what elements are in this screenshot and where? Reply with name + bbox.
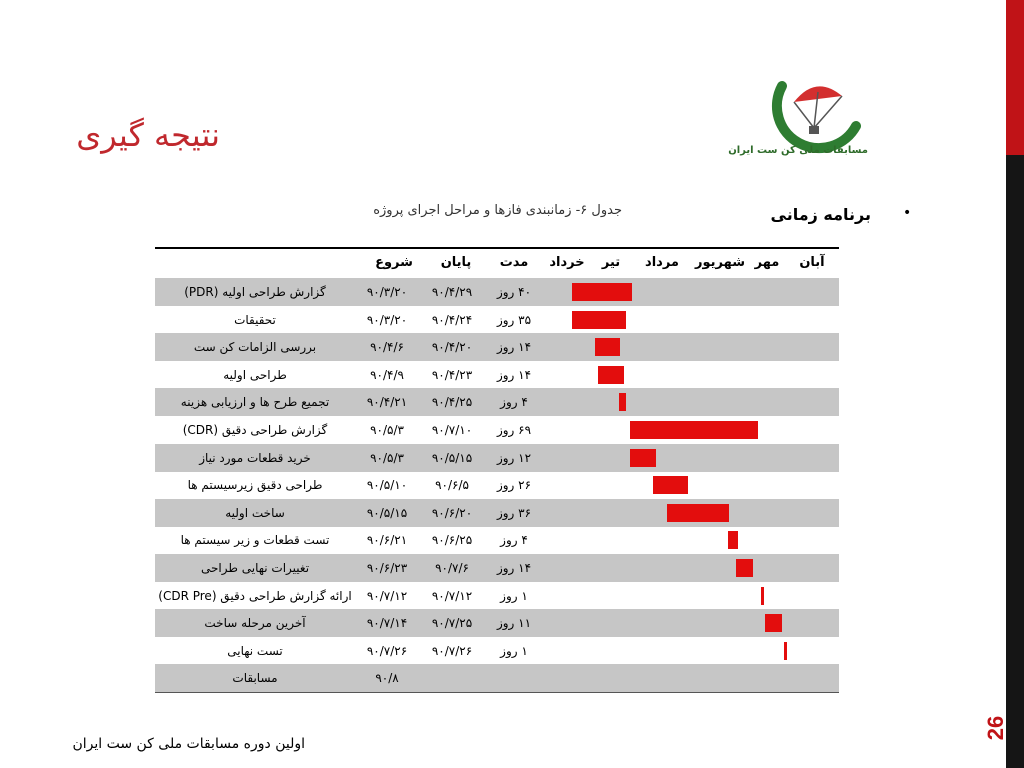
gantt-bar [761, 587, 764, 605]
duration: ۱۴ روز [496, 561, 532, 575]
header-duration: مدت [499, 254, 529, 270]
start-date: ۹۰/۳/۲۰ [366, 312, 408, 327]
start-date: ۹۰/۷/۱۴ [366, 616, 408, 631]
end-date: ۹۰/۴/۲۵ [431, 395, 473, 410]
table-bottom-line [155, 692, 839, 693]
header-start: شروع [375, 254, 413, 270]
table-row [155, 637, 839, 665]
footer-text: اولین دوره مسابقات ملی کن ست ایران [72, 736, 305, 752]
start-date: ۹۰/۷/۱۲ [366, 588, 408, 603]
logo-caption: مسابقات ملی کن ست ایران [728, 145, 868, 156]
task-name: خرید قطعات مورد نیاز [199, 450, 311, 465]
task-name: گزارش طراحی اولیه (PDR) [184, 285, 326, 299]
end-date: ۹۰/۷/۶ [435, 561, 469, 575]
end-date: ۹۰/۶/۲۰ [431, 505, 473, 520]
gantt-bar [595, 338, 620, 356]
gantt-bar [653, 476, 688, 494]
task-name: تست نهایی [227, 643, 283, 658]
duration: ۱ روز [500, 588, 528, 603]
task-name: آخرین مرحله ساخت [204, 616, 306, 631]
table-row [155, 361, 839, 389]
task-name: تغییرات نهایی طراحی [200, 561, 310, 575]
header-line [155, 247, 839, 249]
header-month: مرداد [645, 254, 679, 270]
duration: ۳۵ روز [496, 312, 532, 327]
duration: ۶۹ روز [496, 423, 532, 437]
duration: ۲۶ روز [496, 478, 532, 493]
task-name: ارائه گزارش طراحی دقیق (CDR Pre) [158, 588, 352, 603]
task-name: گزارش طراحی دقیق (CDR) [182, 423, 328, 437]
task-name: بررسی الزامات کن ست [193, 340, 317, 355]
task-name: تست قطعات و زیر سیستم ها [180, 533, 330, 548]
start-date: ۹۰/۴/۹ [370, 367, 404, 382]
gantt-bar [765, 614, 782, 632]
gantt-bar [598, 366, 624, 384]
duration: ۱ روز [500, 643, 528, 658]
end-date: ۹۰/۷/۱۲ [431, 588, 473, 603]
table-row [155, 278, 839, 306]
table-row [155, 444, 839, 472]
gantt-bar [619, 393, 626, 411]
duration: ۴ روز [500, 395, 528, 410]
end-date: ۹۰/۷/۲۵ [431, 616, 473, 631]
bullet-text: برنامه زمانی [770, 205, 871, 224]
end-date: ۹۰/۴/۲۹ [431, 285, 473, 299]
start-date: ۹۰/۴/۲۱ [366, 395, 408, 410]
task-name: تجمیع طرح ها و ارزیابی هزینه [180, 395, 330, 410]
start-date: ۹۰/۸ [375, 671, 399, 686]
header-month: مهر [754, 254, 780, 270]
task-name: مسابقات [232, 671, 278, 686]
duration: ۳۶ روز [496, 505, 532, 520]
end-date: ۹۰/۶/۲۵ [431, 533, 473, 548]
gantt-bar [630, 449, 656, 467]
table-row [155, 388, 839, 416]
table-row [155, 609, 839, 637]
table-row [155, 499, 839, 527]
start-date: ۹۰/۵/۱۰ [366, 478, 408, 493]
start-date: ۹۰/۵/۳ [370, 423, 404, 437]
duration: ۱۴ روز [496, 340, 532, 355]
duration: ۱۲ روز [496, 450, 532, 465]
duration: ۴ روز [500, 533, 528, 548]
end-date: ۹۰/۷/۲۶ [431, 643, 473, 658]
page-number: 26 [983, 715, 1008, 741]
gantt-bar [667, 504, 729, 522]
table-row [155, 526, 839, 554]
table-row [155, 333, 839, 361]
duration: ۱۴ روز [496, 367, 532, 382]
table-row [155, 554, 839, 582]
task-name: طراحی دقیق زیرسیستم ها [187, 478, 323, 493]
end-date: ۹۰/۵/۱۵ [431, 450, 473, 465]
task-name: ساخت اولیه [225, 505, 285, 520]
end-date: ۹۰/۷/۱۰ [431, 423, 473, 437]
start-date: ۹۰/۵/۳ [370, 450, 404, 465]
table-row [155, 306, 839, 334]
gantt-bar [736, 559, 753, 577]
start-date: ۹۰/۶/۲۱ [366, 533, 408, 548]
start-date: ۹۰/۵/۱۵ [366, 505, 408, 520]
end-date: ۹۰/۴/۲۰ [431, 340, 473, 355]
table-caption: جدول ۶- زمانبندی فازها و مراحل اجرای پروژه [373, 203, 622, 218]
duration: ۴۰ روز [496, 285, 532, 299]
duration: ۱۱ روز [496, 616, 532, 631]
end-date: ۹۰/۶/۵ [435, 478, 469, 493]
duration [485, 664, 543, 692]
header-month: آبان [799, 254, 825, 270]
start-date: ۹۰/۳/۲۰ [366, 285, 408, 299]
table-row [155, 582, 839, 610]
header-month: خرداد [549, 254, 585, 270]
table-row [155, 416, 839, 444]
header-end: پایان [440, 254, 472, 270]
end-date: ۹۰/۴/۲۴ [431, 312, 473, 327]
gantt-bar [728, 531, 738, 549]
table-row [155, 664, 839, 692]
start-date: ۹۰/۴/۶ [370, 340, 404, 355]
gantt-bar [572, 311, 626, 329]
gantt-bar [630, 421, 758, 439]
header-month: تیر [601, 254, 621, 270]
start-date: ۹۰/۷/۲۶ [366, 643, 408, 658]
accent-bar-dark [1006, 155, 1024, 768]
gantt-bar [572, 283, 632, 301]
start-date: ۹۰/۶/۲۳ [366, 561, 408, 575]
header-month: شهریور [695, 254, 745, 270]
gantt-bar [784, 642, 787, 660]
bullet-dot: • [903, 205, 912, 221]
end-date: ۹۰/۴/۲۳ [431, 367, 473, 382]
task-name: طراحی اولیه [223, 367, 287, 382]
end-date [419, 664, 485, 692]
task-name: تحقیقات [234, 312, 276, 327]
slide-title: نتیجه گیری [76, 116, 220, 154]
table-row [155, 471, 839, 499]
